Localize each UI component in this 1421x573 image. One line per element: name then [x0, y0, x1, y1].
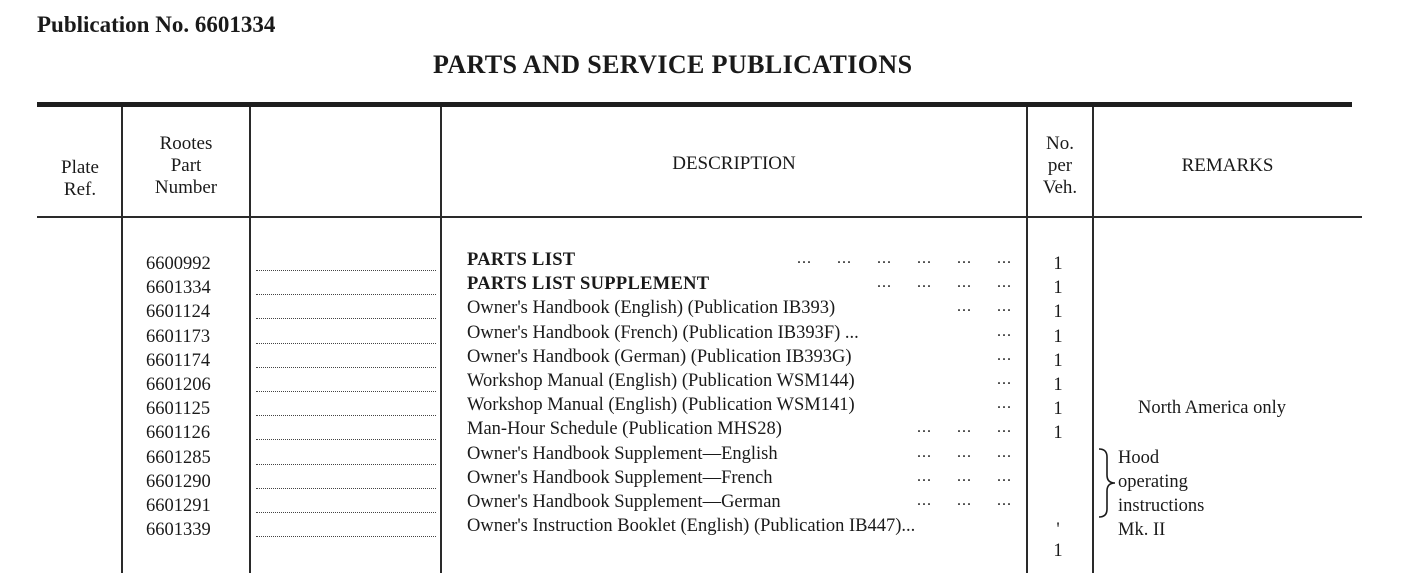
column-divider [249, 107, 251, 573]
dotted-entry-line [256, 391, 436, 392]
part-number: 6601124 [146, 302, 211, 322]
part-number: 6601339 [146, 520, 211, 540]
header-top-rule [37, 102, 1352, 107]
part-number: 6600992 [146, 254, 211, 274]
leader-dots: ... ... ... [917, 419, 1012, 436]
dotted-entry-line [256, 536, 436, 537]
part-number: 6601290 [146, 472, 211, 492]
dotted-entry-line [256, 512, 436, 513]
dotted-entry-line [256, 270, 436, 271]
description: PARTS LIST [467, 250, 576, 270]
part-number: 6601334 [146, 278, 211, 298]
header-plate-ref-line: Ref. [63, 179, 97, 200]
header-part-number-line: Number [154, 177, 218, 198]
column-divider [440, 107, 442, 573]
part-number: 6601173 [146, 327, 211, 347]
brace-icon [1096, 447, 1118, 519]
quantity: 1 [1053, 327, 1063, 347]
header-plate-ref [45, 157, 115, 201]
column-divider [121, 107, 123, 573]
header-description: DESCRIPTION [672, 153, 796, 174]
header-remarks: REMARKS [1181, 155, 1274, 176]
remark-north-america: North America only [1138, 398, 1286, 418]
description: Owner's Handbook (English) (Publication IB393) [467, 298, 836, 318]
header-part-number-line: Rootes [159, 133, 213, 154]
description: Owner's Handbook Supplement—English [467, 444, 778, 464]
header-no-per-veh-line: Veh. [1042, 177, 1078, 198]
description: Owner's Handbook Supplement—French [467, 468, 773, 488]
dotted-entry-line [256, 415, 436, 416]
part-number: 6601126 [146, 423, 211, 443]
quantity: 1 [1053, 254, 1063, 274]
leader-dots: ... [997, 347, 1012, 364]
description: Owner's Instruction Booklet (English) (Publication IB447)... [467, 516, 916, 536]
leader-dots: ... [997, 323, 1012, 340]
description: PARTS LIST SUPPLEMENT [467, 274, 710, 294]
dotted-entry-line [256, 318, 436, 319]
quantity: 1 [1053, 278, 1063, 298]
publication-number: Publication No. 6601334 [37, 12, 276, 37]
leader-dots: ... ... ... ... [877, 274, 1012, 291]
quantity: 1 [1053, 375, 1063, 395]
quantity: ' 1 [1053, 520, 1063, 561]
dotted-entry-line [256, 343, 436, 344]
dotted-entry-line [256, 367, 436, 368]
part-number: 6601206 [146, 375, 211, 395]
part-number: 6601125 [146, 399, 211, 419]
leader-dots: ... ... ... [917, 492, 1012, 509]
description: Owner's Handbook (French) (Publication IB393F) ... [467, 323, 859, 343]
header-no-per-veh [1030, 133, 1090, 199]
leader-dots: ... ... ... ... ... ... [797, 250, 1012, 267]
description: Owner's Handbook (German) (Publication IB393G) [467, 347, 852, 367]
remark-instructions: instructions [1118, 496, 1205, 516]
part-number: 6601291 [146, 496, 211, 516]
quantity: 1 [1053, 423, 1063, 443]
header-plate-ref-line: Plate [61, 157, 99, 178]
leader-dots: ... ... [957, 298, 1012, 315]
description: Owner's Handbook Supplement—German [467, 492, 781, 512]
header-bottom-rule [37, 216, 1362, 218]
remark-mk2: Mk. II [1118, 520, 1166, 540]
column-divider [1026, 107, 1028, 573]
header-part-number-line: Part [170, 155, 202, 176]
column-divider [1092, 107, 1094, 573]
quantity: 1 [1053, 302, 1063, 322]
description: Workshop Manual (English) (Publication WSM144) [467, 371, 855, 391]
quantity: 1 [1053, 399, 1063, 419]
header-no-per-veh-line: per [1047, 155, 1073, 176]
header-part-number [128, 133, 244, 199]
leader-dots: ... [997, 395, 1012, 412]
leader-dots: ... ... ... [917, 444, 1012, 461]
remark-operating: operating [1118, 472, 1188, 492]
description: Man-Hour Schedule (Publication MHS28) [467, 419, 782, 439]
description: Workshop Manual (English) (Publication WSM141) [467, 395, 855, 415]
dotted-entry-line [256, 464, 436, 465]
dotted-entry-line [256, 439, 436, 440]
header-no-per-veh-line: No. [1046, 133, 1074, 154]
leader-dots: ... ... ... [917, 468, 1012, 485]
remark-hood: Hood [1118, 448, 1160, 468]
quantity: 1 [1053, 351, 1063, 371]
page-title: PARTS AND SERVICE PUBLICATIONS [433, 50, 913, 79]
part-number: 6601174 [146, 351, 211, 371]
leader-dots: ... [997, 371, 1012, 388]
dotted-entry-line [256, 488, 436, 489]
dotted-entry-line [256, 294, 436, 295]
part-number: 6601285 [146, 448, 211, 468]
